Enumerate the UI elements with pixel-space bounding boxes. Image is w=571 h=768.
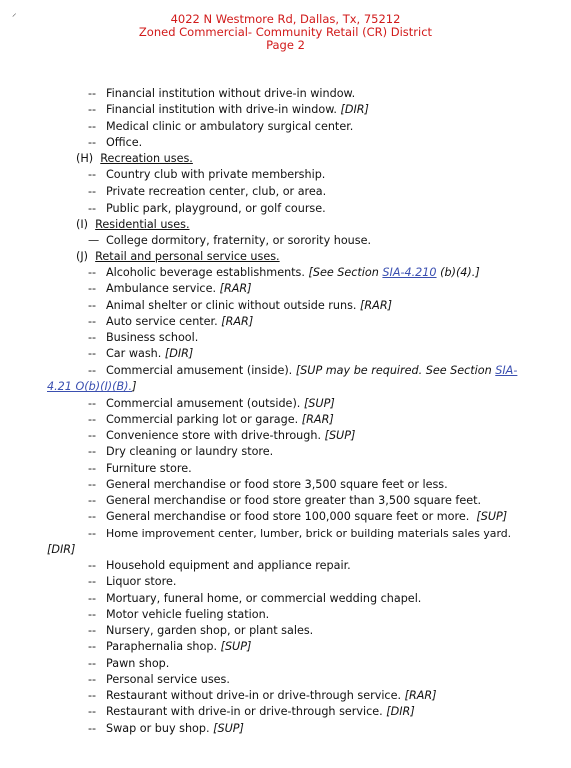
list-item: Commercial parking lot or garage. [RAR] xyxy=(106,413,334,426)
section-link[interactable]: 4.21 O(b)(I)(B). xyxy=(47,380,133,393)
list-emdash: — xyxy=(88,234,100,247)
list-dash: -- xyxy=(88,640,97,653)
corner-mark: ⸝ xyxy=(12,9,17,19)
list-item: Personal service uses. xyxy=(106,673,230,686)
list-item-continuation: 4.21 O(b)(I)(B).] xyxy=(47,380,137,393)
list-item: Home improvement center, lumber, brick or building materials sales yard. xyxy=(106,527,512,540)
list-item: Country club with private membership. xyxy=(106,168,326,181)
list-item: Ambulance service. [RAR] xyxy=(106,282,252,295)
list-item: Liquor store. xyxy=(106,575,177,588)
list-item: Alcoholic beverage establishments. [See Section SIA-4.210 (b)(4).] xyxy=(106,266,480,279)
list-item: Auto service center. [RAR] xyxy=(106,315,254,328)
list-item: General merchandise or food store 3,500 square feet or less. xyxy=(106,478,448,491)
list-item: Restaurant with drive-in or drive-through service. [DIR] xyxy=(106,705,415,718)
section-marker: (H) xyxy=(76,152,94,165)
list-item: Furniture store. xyxy=(106,462,192,475)
list-item: Convenience store with drive-through. [SUP] xyxy=(106,429,356,442)
list-dash: -- xyxy=(88,331,97,344)
list-dash: -- xyxy=(88,478,97,491)
list-item: Animal shelter or clinic without outside runs. [RAR] xyxy=(106,299,392,312)
list-item: Car wash. [DIR] xyxy=(106,347,194,360)
section-heading-j xyxy=(76,250,280,263)
list-dash: -- xyxy=(88,136,97,149)
list-item: Commercial amusement (outside). [SUP] xyxy=(106,397,335,410)
list-dash: -- xyxy=(88,527,97,540)
list-dash: -- xyxy=(88,299,97,312)
list-item: Restaurant without drive-in or drive-through service. [RAR] xyxy=(106,689,437,702)
list-dash: -- xyxy=(88,510,97,523)
list-dash: -- xyxy=(88,689,97,702)
header-page-number: Page 2 xyxy=(266,38,305,52)
list-item: Financial institution with drive-in window. [DIR] xyxy=(106,103,369,116)
list-item: Mortuary, funeral home, or commercial wedding chapel. xyxy=(106,592,422,605)
list-dash: -- xyxy=(88,168,97,181)
list-item: Nursery, garden shop, or plant sales. xyxy=(106,624,314,637)
list-dash: -- xyxy=(88,282,97,295)
list-item: Pawn shop. xyxy=(106,657,170,670)
list-dash: -- xyxy=(88,657,97,670)
list-item: Private recreation center, club, or area. xyxy=(106,185,327,198)
section-link[interactable]: SIA-4.210 xyxy=(382,266,437,279)
header-address: 4022 N Westmore Rd, Dallas, Tx, 75212 xyxy=(170,12,401,26)
list-dash: -- xyxy=(88,494,97,507)
list-dash: -- xyxy=(88,673,97,686)
list-item: Office. xyxy=(106,136,143,149)
list-item: Commercial amusement (inside). [SUP may be required. See Section SIA- xyxy=(106,364,518,377)
list-dash: -- xyxy=(88,429,97,442)
list-dash: -- xyxy=(88,445,97,458)
list-dash: -- xyxy=(88,462,97,475)
list-dash: -- xyxy=(88,624,97,637)
list-item: General merchandise or food store greater than 3,500 square feet. xyxy=(106,494,482,507)
list-dash: -- xyxy=(88,722,97,735)
list-dash: -- xyxy=(88,608,97,621)
section-marker: (J) xyxy=(76,250,89,263)
section-heading-i xyxy=(76,218,190,231)
list-dash: -- xyxy=(88,120,97,133)
list-item: Public park, playground, or golf course. xyxy=(106,202,326,215)
list-item: Business school. xyxy=(106,331,199,344)
list-item: Household equipment and appliance repair. xyxy=(106,559,351,572)
list-item-continuation: [DIR] xyxy=(47,543,76,556)
section-title: Retail and personal service uses. xyxy=(95,250,280,263)
list-item: Paraphernalia shop. [SUP] xyxy=(106,640,252,653)
list-dash: -- xyxy=(88,87,97,100)
page-header xyxy=(0,13,571,52)
list-dash: -- xyxy=(88,315,97,328)
list-dash: -- xyxy=(88,413,97,426)
list-item: Swap or buy shop. [SUP] xyxy=(106,722,244,735)
list-item: Medical clinic or ambulatory surgical center. xyxy=(106,120,354,133)
list-dash: -- xyxy=(88,705,97,718)
list-item: Motor vehicle fueling station. xyxy=(106,608,270,621)
list-dash: -- xyxy=(88,266,97,279)
list-dash: -- xyxy=(88,592,97,605)
list-dash: -- xyxy=(88,397,97,410)
list-item-note: [DIR] xyxy=(340,103,369,116)
list-dash: -- xyxy=(88,103,97,116)
list-dash: -- xyxy=(88,364,97,377)
list-item: College dormitory, fraternity, or sorority house. xyxy=(106,234,372,247)
list-dash: -- xyxy=(88,185,97,198)
list-item: Financial institution without drive-in window. xyxy=(106,87,356,100)
section-heading-h xyxy=(76,152,193,165)
section-title: Residential uses. xyxy=(95,218,190,231)
list-dash: -- xyxy=(88,347,97,360)
list-dash: -- xyxy=(88,559,97,572)
header-zoning: Zoned Commercial- Community Retail (CR) District xyxy=(138,25,433,39)
section-title: Recreation uses. xyxy=(100,152,193,165)
list-dash: -- xyxy=(88,575,97,588)
list-item: General merchandise or food store 100,000 square feet or more. [SUP] xyxy=(106,510,508,523)
list-dash: -- xyxy=(88,202,97,215)
section-link[interactable]: SIA- xyxy=(495,364,518,377)
list-item: Dry cleaning or laundry store. xyxy=(106,445,274,458)
section-marker: (I) xyxy=(76,218,89,231)
